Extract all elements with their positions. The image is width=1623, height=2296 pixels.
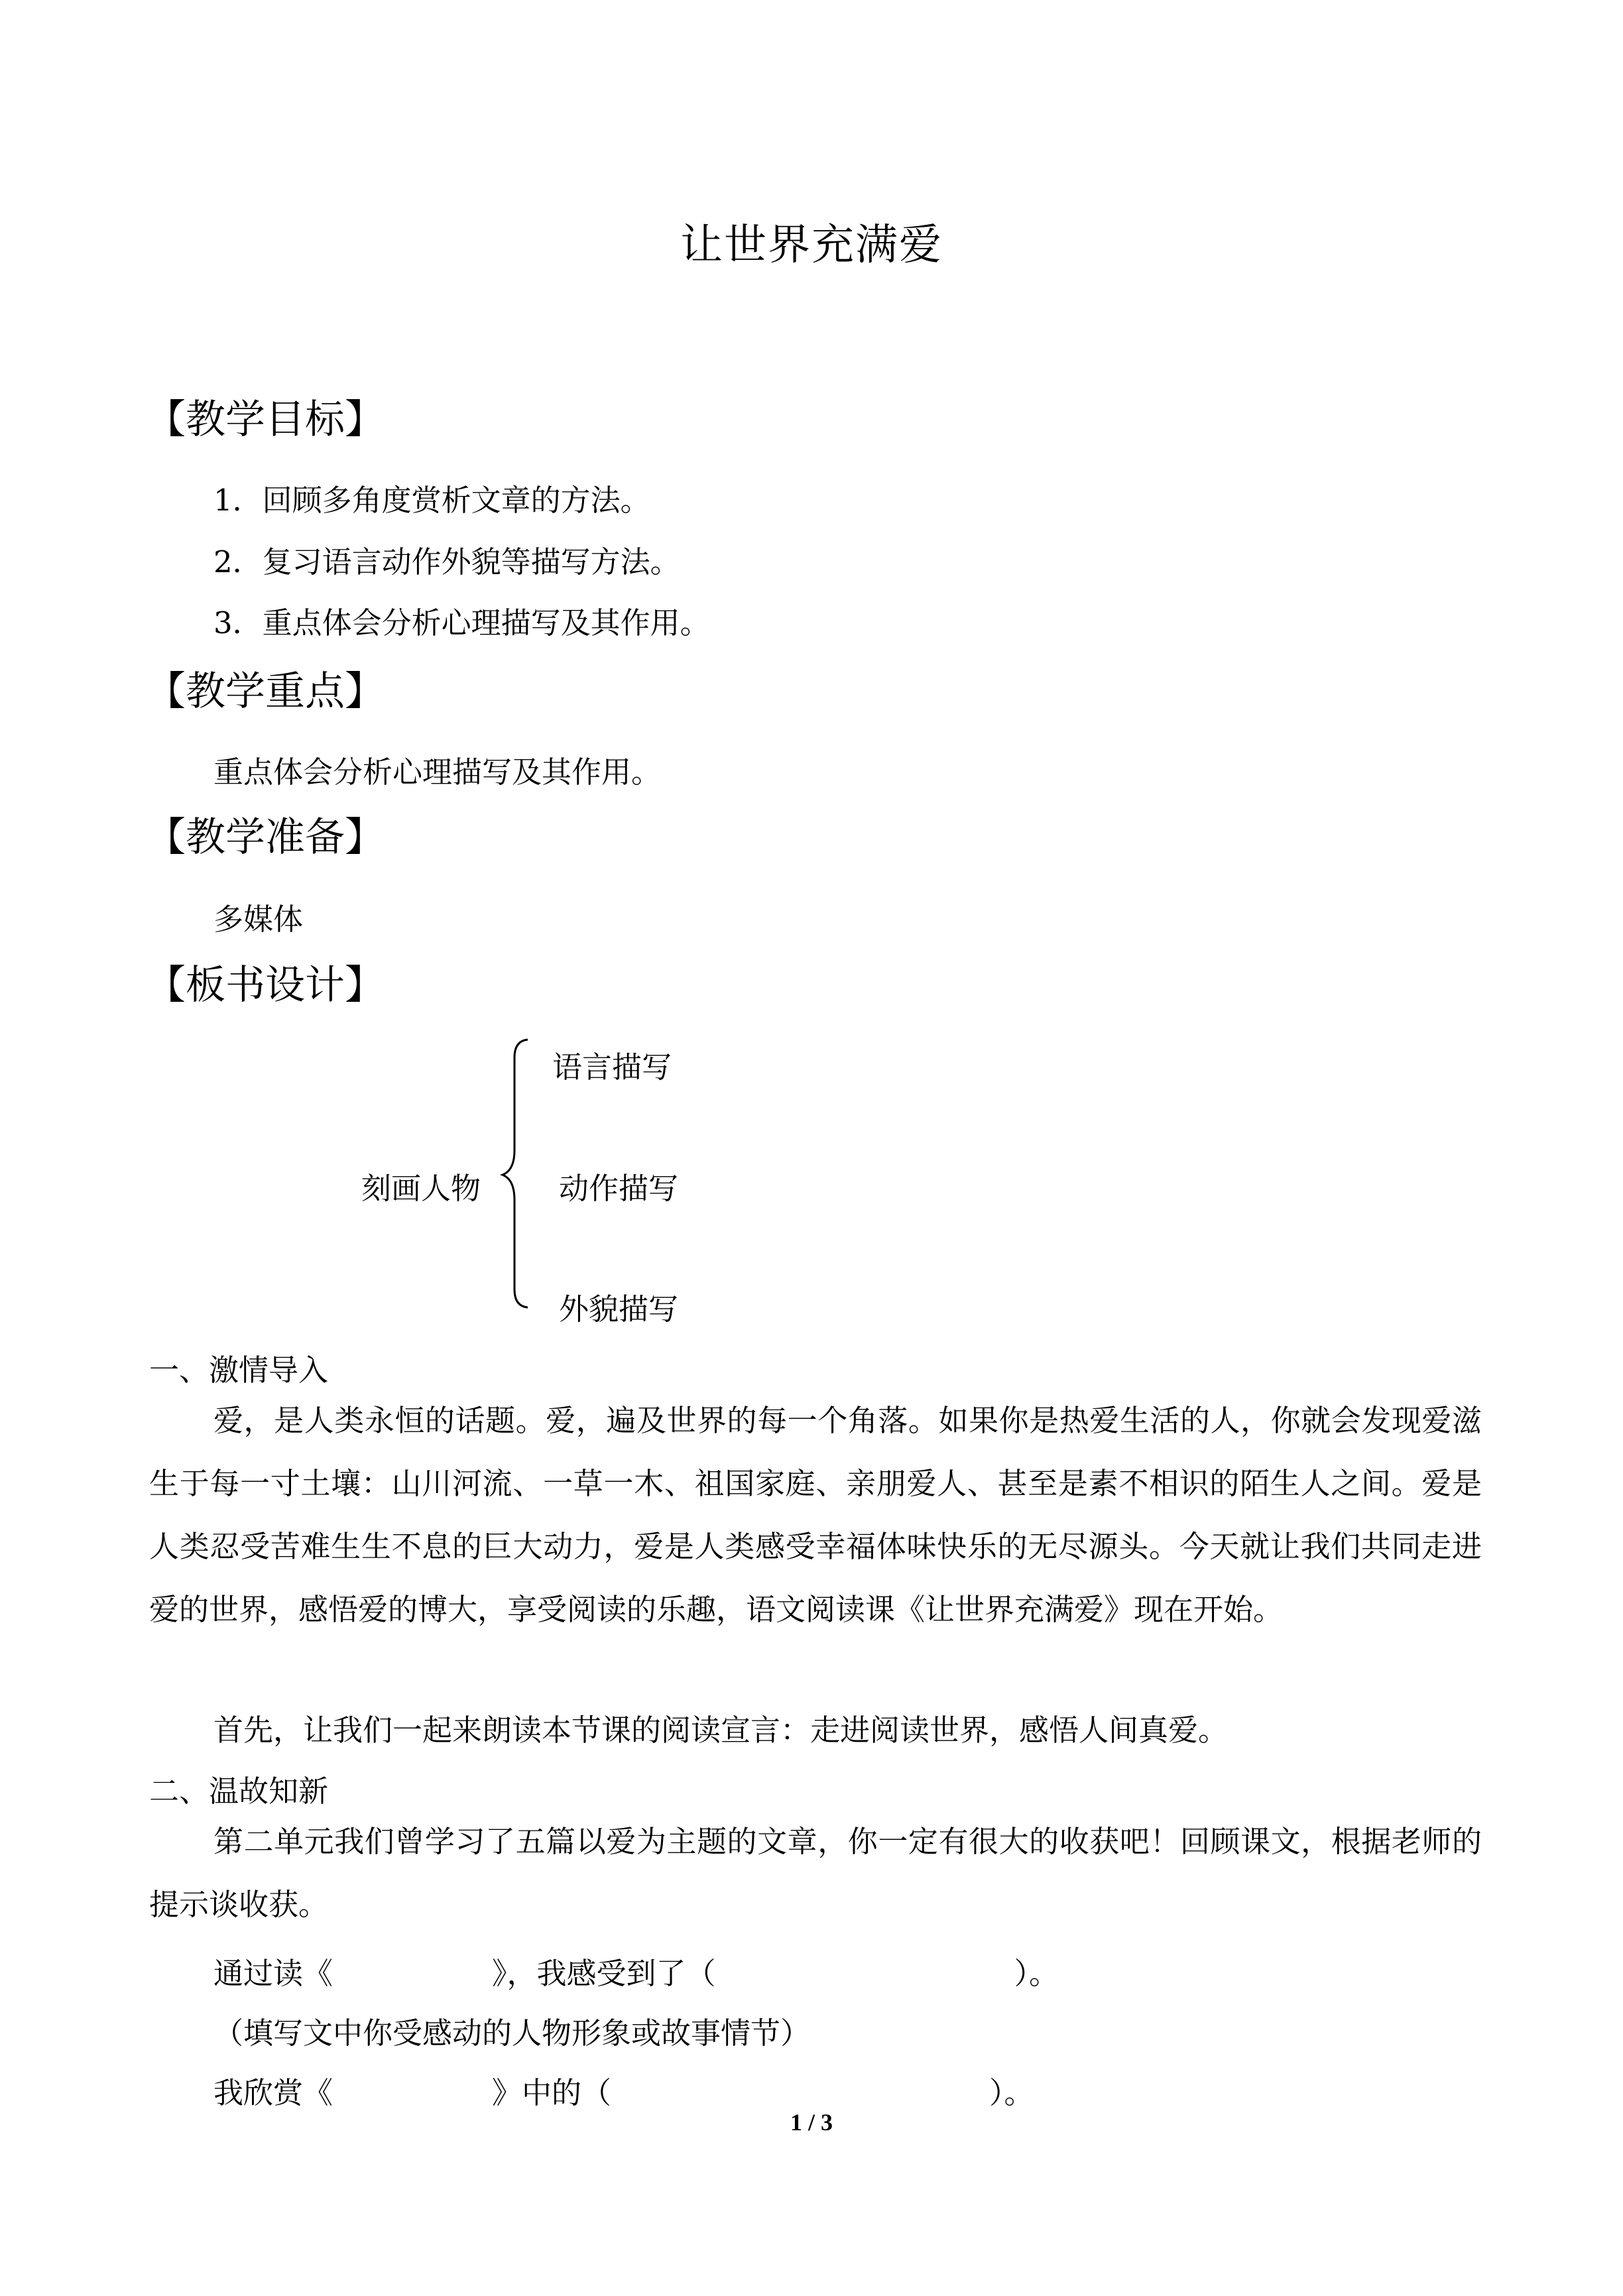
preparation-heading: 【教学准备】 [146, 814, 385, 861]
board-branch-appearance: 外貌描写 [559, 1292, 679, 1327]
fill-in-line-1 [213, 1949, 1059, 1992]
part1-paragraph-2: 首先，让我们一起来朗读本节课的阅读宣言：走进阅读世界，感悟人间真爱。 [213, 1713, 1229, 1748]
objectives-heading: 【教学目标】 [146, 396, 385, 443]
fill2-suffix: ）。 [989, 2075, 1034, 2110]
fill-in-hint: （填写文中你受感动的人物形象或故事情节） [213, 2016, 811, 2051]
objective-item-2: 2．复习语言动作外貌等描写方法。 [213, 544, 680, 579]
part1-heading: 一、激情导入 [149, 1353, 329, 1388]
preparation-text: 多媒体 [213, 902, 304, 937]
fill-in-line-2 [213, 2069, 1034, 2112]
board-root: 刻画人物 [361, 1171, 481, 1206]
key-points-heading: 【教学重点】 [146, 668, 385, 715]
objective-item-1: 1．回顾多角度赏析文章的方法。 [213, 483, 650, 518]
part1-paragraph-1: 爱，是人类永恒的话题。爱，遍及世界的每一个角落。如果你是热爱生活的人，你就会发现爱滋生于每一寸土壤：山川河流、一草一木、祖国家庭、亲朋爱人、甚至是素不相识的陌生人之间。爱是人类忍受苦难生生不息的巨大动力，爱是人类感受幸福体味快乐的无尽源头。今天就让我们共同走进爱的世界，感悟爱的博大，享受阅读的乐趣，语文阅读课《让世界充满爱》现在开始。 [149, 1403, 1482, 1627]
board-heading: 【板书设计】 [146, 962, 385, 1008]
fill2-middle: 》中的（ [492, 2075, 612, 2110]
board-branch-action: 动作描写 [559, 1171, 679, 1206]
fill1-prefix: 通过读《 [213, 1956, 333, 1991]
board-branch-language: 语言描写 [552, 1050, 672, 1085]
page-title: 让世界充满爱 [680, 221, 943, 270]
part2-paragraph-1: 第二单元我们曾学习了五篇以爱为主题的文章，你一定有很大的收获吧！回顾课文，根据老师的提示谈收获。 [149, 1824, 1482, 1922]
fill1-middle: 》，我感受到了（ [492, 1956, 716, 1991]
fill1-suffix: ）。 [1014, 1956, 1059, 1991]
curly-brace [496, 1034, 536, 1313]
page-number: 1 / 3 [790, 2109, 833, 2136]
fill2-prefix: 我欣赏《 [213, 2075, 333, 2110]
part2-heading: 二、温故知新 [149, 1774, 329, 1809]
objective-item-3: 3．重点体会分析心理描写及其作用。 [213, 605, 710, 640]
key-points-text: 重点体会分析心理描写及其作用。 [213, 755, 662, 790]
